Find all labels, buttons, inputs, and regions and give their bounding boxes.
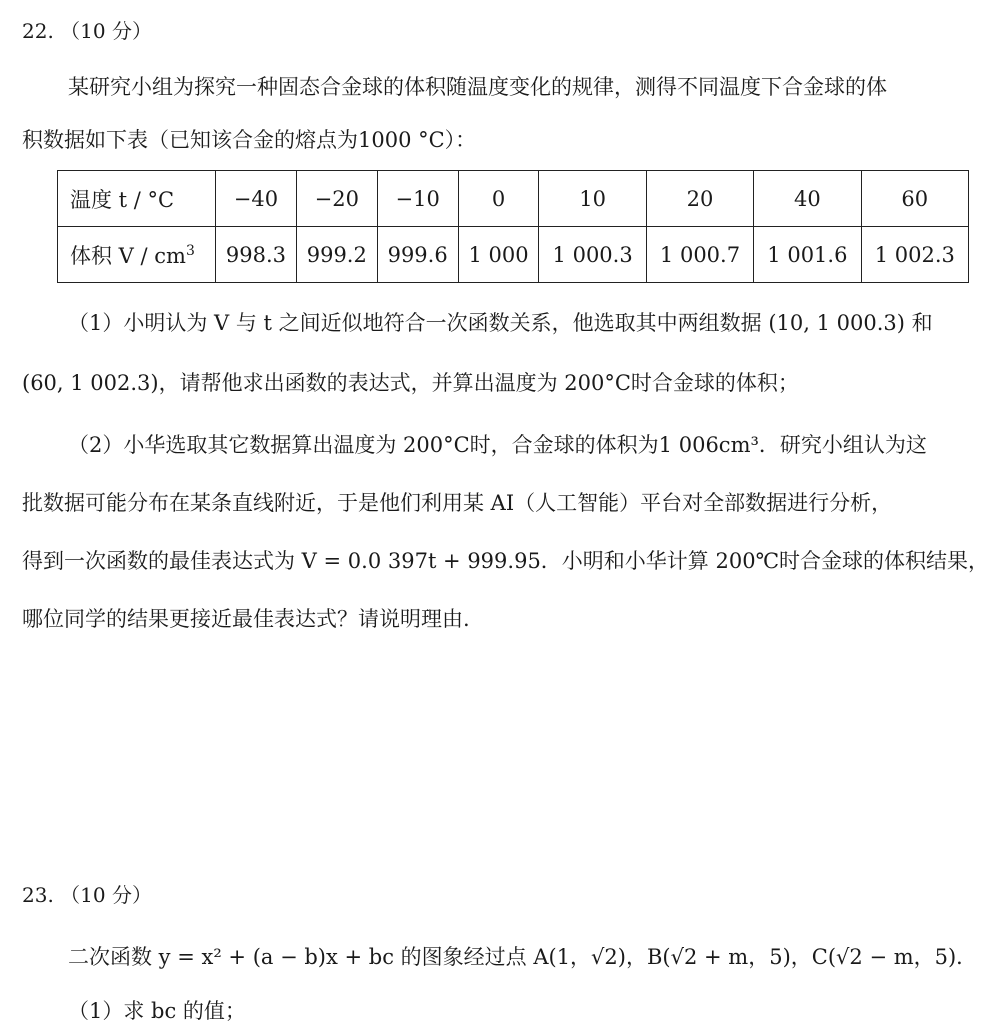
table-cell-volume: 1 000.3: [539, 227, 646, 283]
question-23-header: 23. （10 分）: [22, 883, 152, 907]
question-22-intro-line-2: 积数据如下表（已知该合金的熔点为1000 °C）：: [22, 128, 477, 152]
table-cell-volume: 1 000: [458, 227, 539, 283]
question-23-part-1: （1）求 bc 的值；: [68, 999, 246, 1023]
volume-unit-superscript: 3: [185, 242, 195, 259]
table-cell-temperature: −10: [377, 171, 458, 227]
question-22-part-1-line-1: （1）小明认为 V 与 t 之间近似地符合一次函数关系，他选取其中两组数据 (10, 1 000.3) 和: [68, 311, 933, 335]
table-cell-volume: 998.3: [216, 227, 297, 283]
table-cell-volume: 999.6: [377, 227, 458, 283]
table-cell-temperature: 0: [458, 171, 539, 227]
table-row-temperature: [58, 171, 969, 227]
temperature-volume-table: [57, 170, 969, 283]
table-cell-volume: 1 002.3: [861, 227, 968, 283]
question-22-part-2-line-3: 得到一次函数的最佳表达式为 V = 0.0 397t + 999.95．小明和小华计算 200℃时合金球的体积结果，: [22, 549, 990, 573]
question-22-part-2-line-2: 批数据可能分布在某条直线附近，于是他们利用某 AI（人工智能）平台对全部数据进行分析，: [22, 491, 893, 515]
volume-header-text: 体积 V / cm: [70, 243, 186, 268]
table-row-volume: [58, 227, 969, 283]
table-cell-volume: 1 000.7: [646, 227, 753, 283]
table-cell-temperature: −40: [216, 171, 297, 227]
table-cell-temperature: 10: [539, 171, 646, 227]
table-cell-temperature: 40: [754, 171, 861, 227]
table-cell-temperature: 20: [646, 171, 753, 227]
table-cell-temperature: 60: [861, 171, 968, 227]
question-23-stem: 二次函数 y = x² + (a − b)x + bc 的图象经过点 A(1，√2)，B(√2 + m，5)，C(√2 − m，5)．: [68, 945, 978, 969]
table-cell-volume: 1 001.6: [754, 227, 861, 283]
question-22-part-2-line-4: 哪位同学的结果更接近最佳表达式？请说明理由.: [22, 607, 470, 631]
question-22-header: 22. （10 分）: [22, 19, 152, 43]
table-cell-volume: 999.2: [296, 227, 377, 283]
table-header-temperature: 温度 t / °C: [58, 171, 216, 227]
table-header-volume: [58, 227, 216, 283]
table-cell-temperature: −20: [296, 171, 377, 227]
question-22-part-1-line-2: (60, 1 002.3)，请帮他求出函数的表达式，并算出温度为 200°C时合金球的体积；: [22, 371, 799, 395]
question-22-part-2-line-1: （2）小华选取其它数据算出温度为 200°C时，合金球的体积为1 006cm³．研究小组认为这: [68, 433, 927, 457]
question-22-intro-line-1: 某研究小组为探究一种固态合金球的体积随温度变化的规律，测得不同温度下合金球的体: [68, 75, 887, 99]
